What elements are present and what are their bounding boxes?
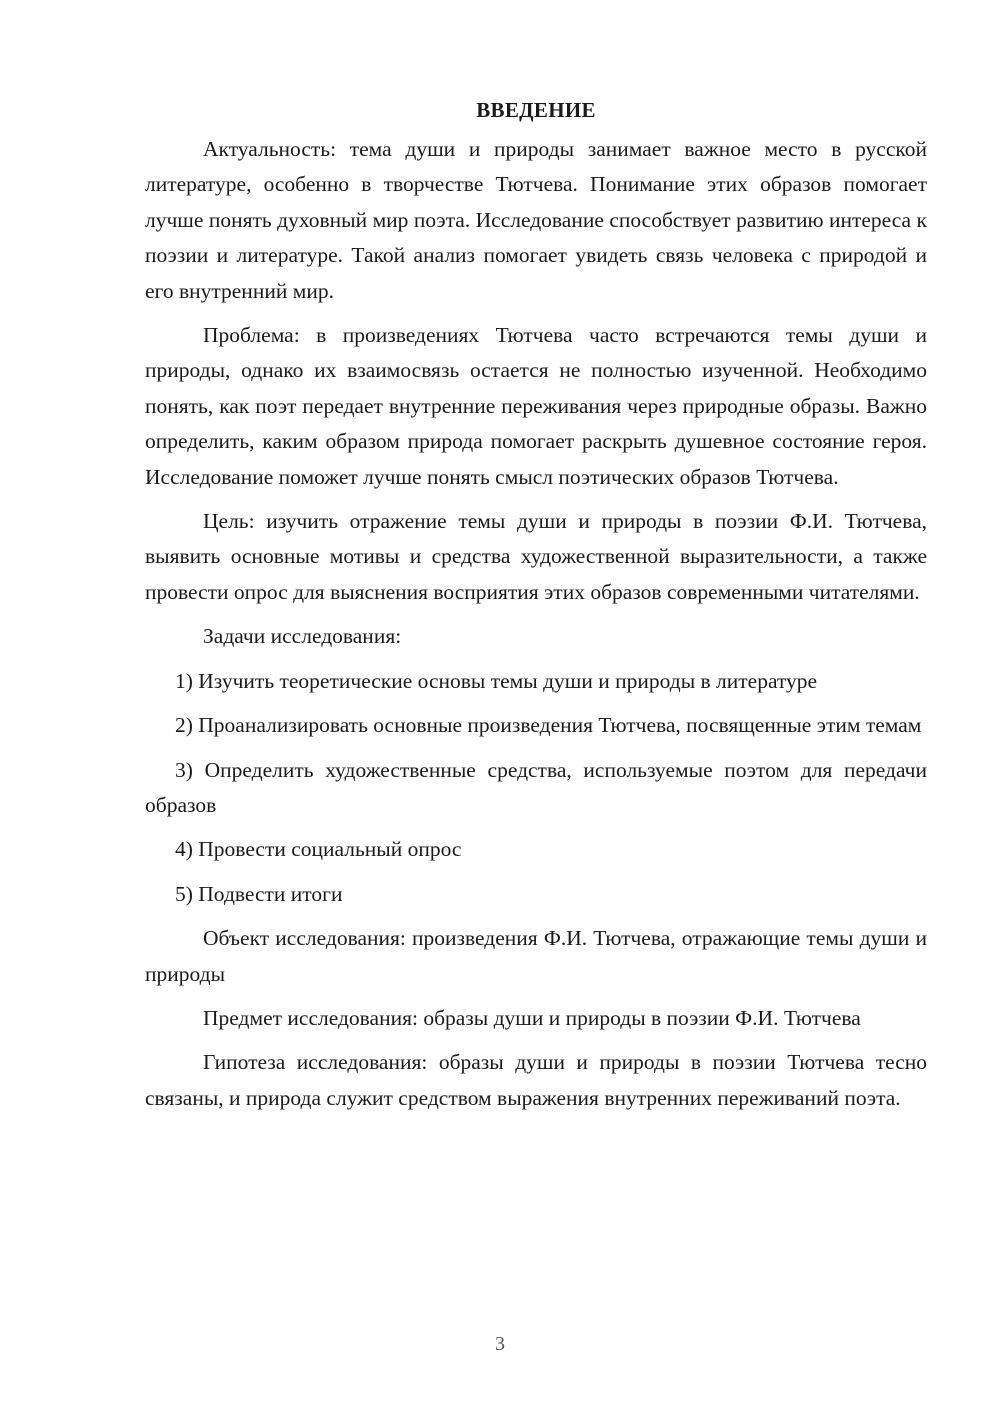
page-number: 3 [495,1333,505,1355]
section-heading: ВВЕДЕНИЕ [476,98,596,122]
task-item-5: 5) Подвести итоги [175,881,343,906]
task-item-4: 4) Провести социальный опрос [175,837,462,862]
task-item-2: 2) Проанализировать основные произведения Тютчева, посвященные этим темам [175,713,922,738]
paragraph-subject: Предмет исследования: образы души и природы в поэзии Ф.И. Тютчева [203,1005,861,1030]
document-page [145,92,927,1125]
paragraph-hypothesis: Гипотеза исследования: образы души и природы в поэзии Тютчева тесно связаны, и природа служит средством выражения внутренних переживаний поэта. [145,1050,927,1110]
task-item-3: 3) Определить художественные средства, используемые поэтом для передачи образов [145,757,927,817]
paragraph-goal: Цель: изучить отражение темы души и природы в поэзии Ф.И. Тютчева, выявить основные мотивы и средства художественной выразительности, а также провести опрос для выяснения восприятия этих образов современными читателями. [145,509,927,604]
task-item-1: 1) Изучить теоретические основы темы души и природы в литературе [175,668,818,693]
paragraph-object: Объект исследования: произведения Ф.И. Тютчева, отражающие темы души и природы [145,926,927,986]
paragraph-tasks-title: Задачи исследования: [203,624,402,649]
paragraph-relevance: Актуальность: тема души и природы занимает важное место в русской литературе, особенно в творчестве Тютчева. Понимание этих образов помогает лучше понять духовный мир поэта. Исследование способствует развитию интереса к поэзии и литературе. Такой анализ помогает увидеть связь человека с природой и его внутренний мир. [145,137,927,303]
paragraph-problem: Проблема: в произведениях Тютчева часто встречаются темы души и природы, однако их взаимосвязь остается не полностью изученной. Необходимо понять, как поэт передает внутренние переживания через природные образы. Важно определить, каким образом природа помогает раскрыть душевное состояние героя. Исследование поможет лучше понять смысл поэтических образов Тютчева. [145,323,927,489]
